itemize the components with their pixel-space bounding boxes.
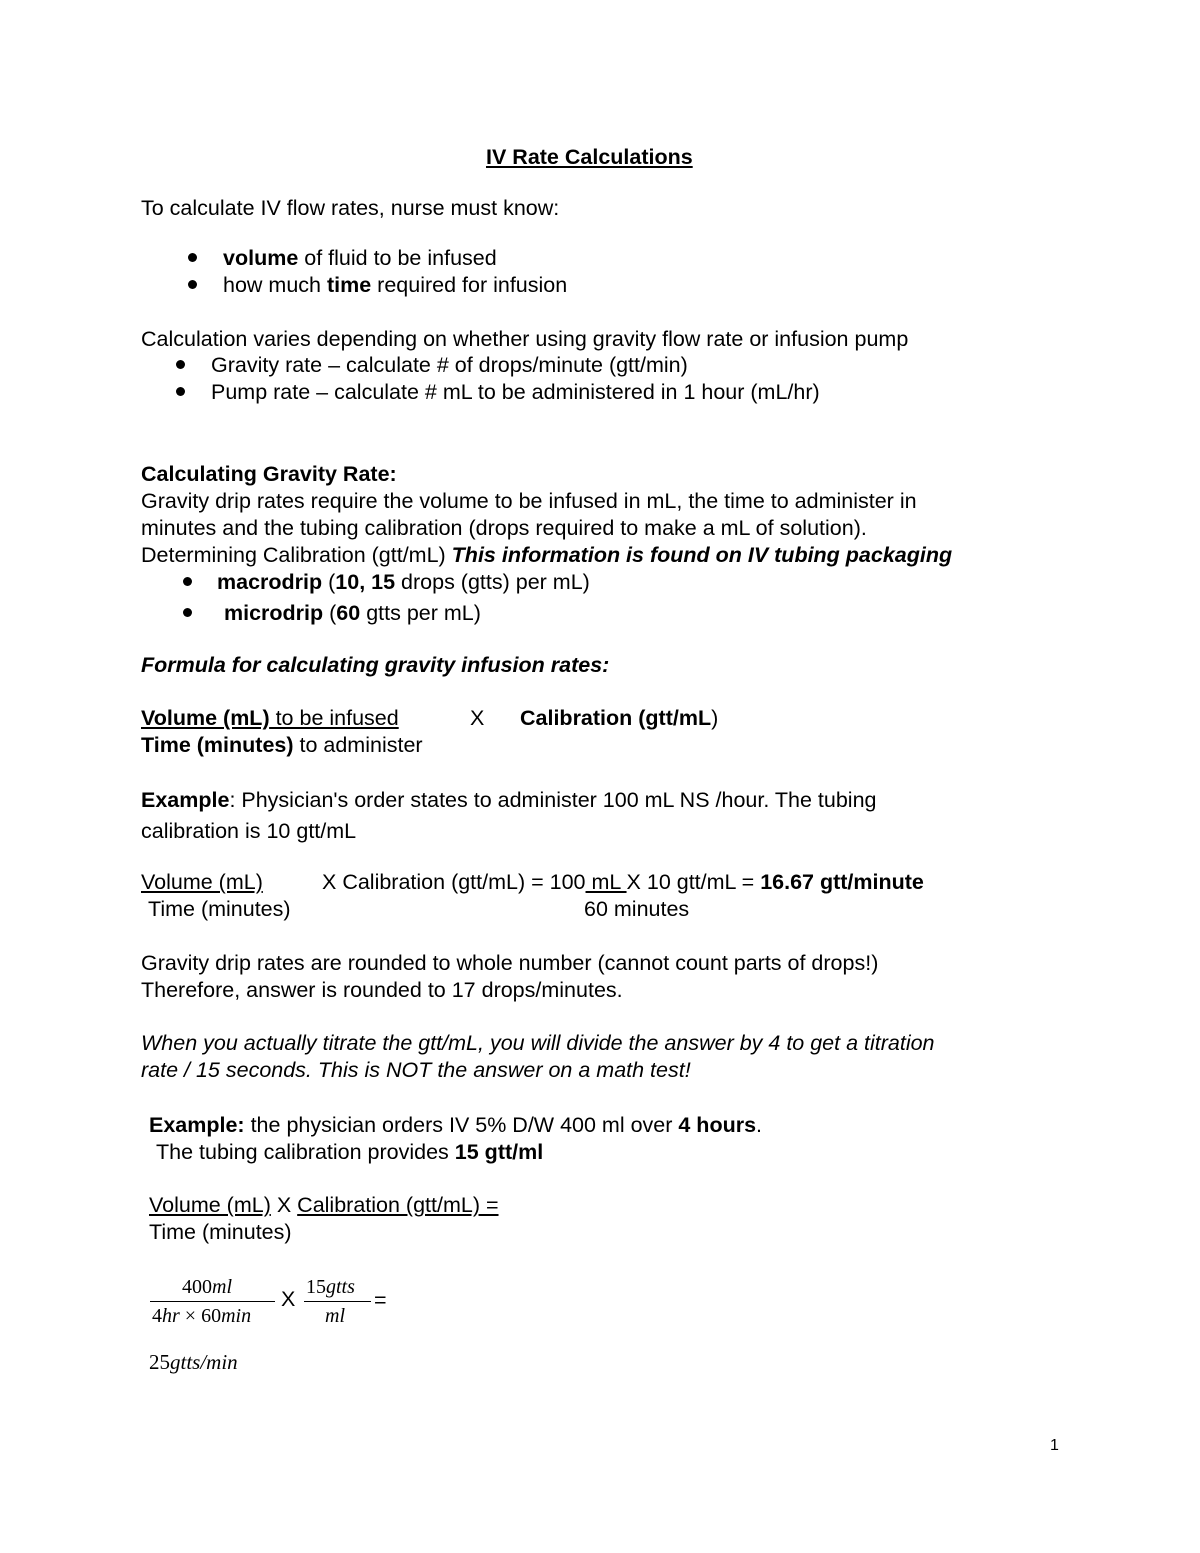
gravity-rate-item: Gravity rate – calculate # of drops/minute (gtt/min): [211, 353, 688, 377]
formula-numerator: Volume (mL) to be infused: [141, 706, 399, 730]
math-den-time: 4hr × 60min: [152, 1305, 252, 1327]
example2-formula-den: Time (minutes): [149, 1220, 292, 1244]
page-number: 1: [1050, 1437, 1059, 1454]
bullet-icon: [188, 280, 197, 289]
gravity-heading: Calculating Gravity Rate:: [141, 462, 397, 486]
page-title: IV Rate Calculations: [486, 145, 693, 169]
formula-heading: Formula for calculating gravity infusion rates:: [141, 653, 610, 677]
bullet-icon: [188, 253, 197, 262]
example2-line2: The tubing calibration provides 15 gtt/ml: [156, 1140, 544, 1164]
rounding-line2: Therefore, answer is rounded to 17 drops/minutes.: [141, 978, 623, 1002]
fraction-bar: [150, 1301, 275, 1302]
titrate-line1: When you actually titrate the gtt/mL, you will divide the answer by 4 to get a titration: [141, 1031, 935, 1055]
needs-time: how much time required for infusion: [223, 273, 568, 297]
intro-text: To calculate IV flow rates, nurse must know:: [141, 196, 560, 220]
rounding-line1: Gravity drip rates are rounded to whole number (cannot count parts of drops!): [141, 951, 879, 975]
example2-line1: Example: the physician orders IV 5% D/W 400 ml over 4 hours.: [149, 1113, 763, 1137]
needs-volume: volume of fluid to be infused: [223, 246, 497, 270]
bullet-icon: [183, 577, 192, 586]
math-equals: =: [374, 1288, 387, 1312]
titrate-line2: rate / 15 seconds. This is NOT the answer on a math test!: [141, 1058, 691, 1082]
bullet-icon: [183, 608, 192, 617]
formula-denominator: Time (minutes) to administer: [141, 733, 423, 757]
formula-calibration: Calibration (gtt/mL): [520, 706, 719, 730]
example1-formula: Volume (mL): [141, 870, 263, 894]
pump-rate-item: Pump rate – calculate # mL to be administered in 1 hour (mL/hr): [211, 380, 820, 404]
example1-formula-mid: X Calibration (gtt/mL) = 100 mL X 10 gtt/mL = 16.67 gtt/minute: [322, 870, 924, 894]
gravity-text-line2: minutes and the tubing calibration (drops required to make a mL of solution).: [141, 516, 867, 540]
bullet-icon: [176, 360, 185, 369]
fraction-bar: [304, 1301, 371, 1302]
calibration-line: Determining Calibration (gtt/mL) This information is found on IV tubing packaging: [141, 543, 953, 567]
microdrip-item: microdrip (60 gtts per mL): [224, 601, 481, 625]
example1-line2: calibration is 10 gtt/mL: [141, 819, 357, 843]
macrodrip-item: macrodrip (10, 15 drops (gtts) per mL): [217, 570, 590, 594]
example2-formula: Volume (mL) X Calibration (gtt/mL) =: [149, 1193, 499, 1217]
varies-text: Calculation varies depending on whether using gravity flow rate or infusion pump: [141, 327, 909, 351]
bullet-icon: [176, 387, 185, 396]
example1-den2: 60 minutes: [584, 897, 690, 921]
formula-times: X: [470, 706, 485, 730]
math-den-ml: ml: [325, 1305, 345, 1327]
math-num-15: 15gtts: [306, 1276, 355, 1298]
example1-den: Time (minutes): [148, 897, 291, 921]
math-times: X: [281, 1287, 296, 1311]
math-result: 25gtts/min: [149, 1350, 238, 1374]
example1-line1: Example: Physician's order states to administer 100 mL NS /hour. The tubing: [141, 788, 877, 812]
math-num-400: 400ml: [182, 1276, 232, 1298]
gravity-text-line1: Gravity drip rates require the volume to be infused in mL, the time to administer in: [141, 489, 917, 513]
